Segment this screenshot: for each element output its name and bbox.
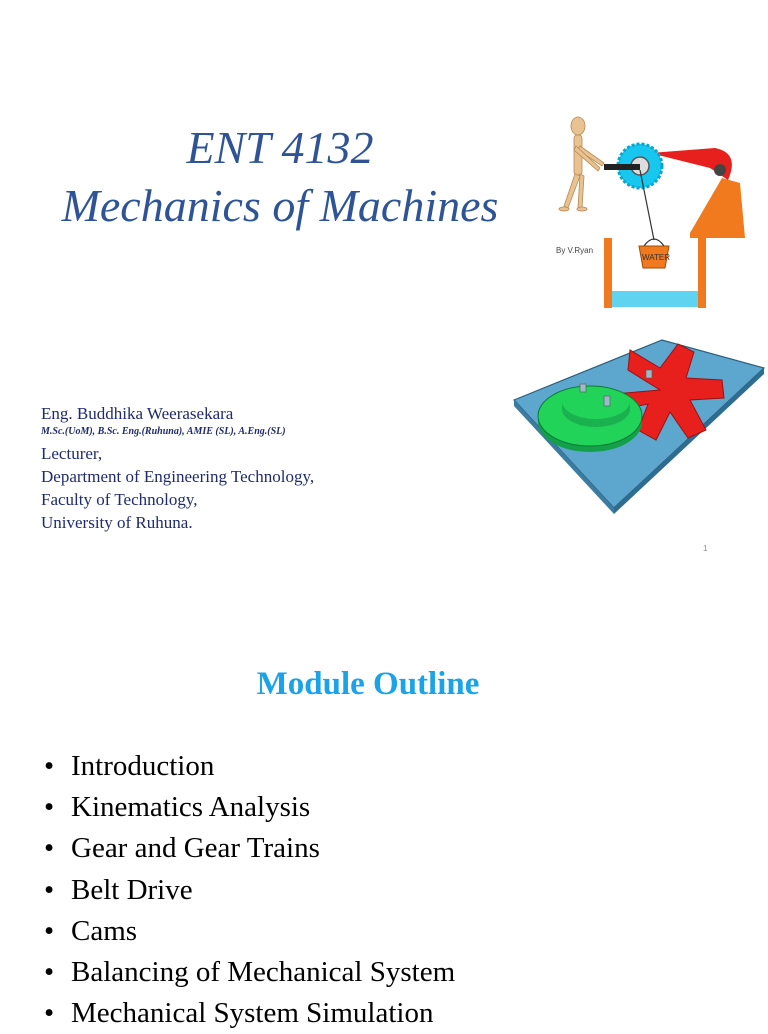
list-item — [44, 870, 455, 911]
winch-handle — [604, 164, 640, 170]
presenter-university: University of Ruhuna. — [41, 513, 193, 532]
list-item-text: Mechanical System Simulation — [71, 997, 434, 1030]
presenter-name: Eng. Buddhika Weerasekara — [41, 404, 234, 423]
presenter-faculty: Faculty of Technology, — [41, 490, 198, 509]
list-item — [44, 746, 455, 787]
list-item-text: Cams — [71, 914, 138, 947]
title-course-name: Mechanics of Machines — [61, 180, 499, 231]
bucket-handle — [644, 239, 664, 246]
list-item-text: Introduction — [71, 750, 215, 782]
support-frame — [690, 178, 745, 238]
bullet-icon: • — [44, 956, 55, 989]
list-item — [44, 828, 455, 869]
drive-pin — [604, 396, 610, 406]
list-item-text: Balancing of Mechanical System — [71, 956, 456, 989]
bucket-label: WATER — [642, 253, 670, 262]
bullet-icon: • — [44, 873, 55, 906]
bullet-icon: • — [44, 791, 55, 824]
presenter-position: Lecturer, — [41, 444, 103, 463]
well-wall-left — [604, 238, 612, 308]
crank-pivot — [714, 164, 726, 176]
shaft-a — [580, 384, 586, 392]
well-wall-right — [698, 238, 706, 308]
list-item-text: Belt Drive — [71, 873, 193, 906]
bullet-icon: • — [44, 750, 55, 782]
illustration-credit: By V.Ryan — [556, 246, 594, 255]
bullet-icon: • — [44, 832, 55, 865]
presenter-department: Department of Engineering Technology, — [41, 467, 315, 486]
list-item — [44, 787, 455, 828]
title-course-code: ENT 4132 — [186, 122, 374, 173]
list-item — [44, 993, 455, 1034]
bullet-icon: • — [44, 997, 55, 1030]
shaft-b — [646, 370, 652, 378]
geneva-mechanism-illustration — [510, 330, 768, 520]
module-outline-heading: Module Outline — [256, 666, 480, 702]
wooden-figure — [559, 117, 604, 211]
list-item — [44, 952, 455, 993]
page-number: 1 — [703, 544, 708, 553]
module-outline-list — [44, 746, 455, 1034]
list-item-text: Gear and Gear Trains — [71, 832, 320, 865]
list-item-text: Kinematics Analysis — [71, 791, 311, 824]
windlass-well-illustration — [540, 108, 760, 313]
bullet-icon: • — [44, 914, 55, 947]
presenter-info — [41, 404, 314, 534]
well-water — [612, 291, 698, 307]
list-item — [44, 911, 455, 952]
presenter-qualifications: M.Sc.(UoM), B.Sc. Eng.(Ruhuna), AMIE (SL), A.Eng.(SL) — [41, 426, 286, 437]
